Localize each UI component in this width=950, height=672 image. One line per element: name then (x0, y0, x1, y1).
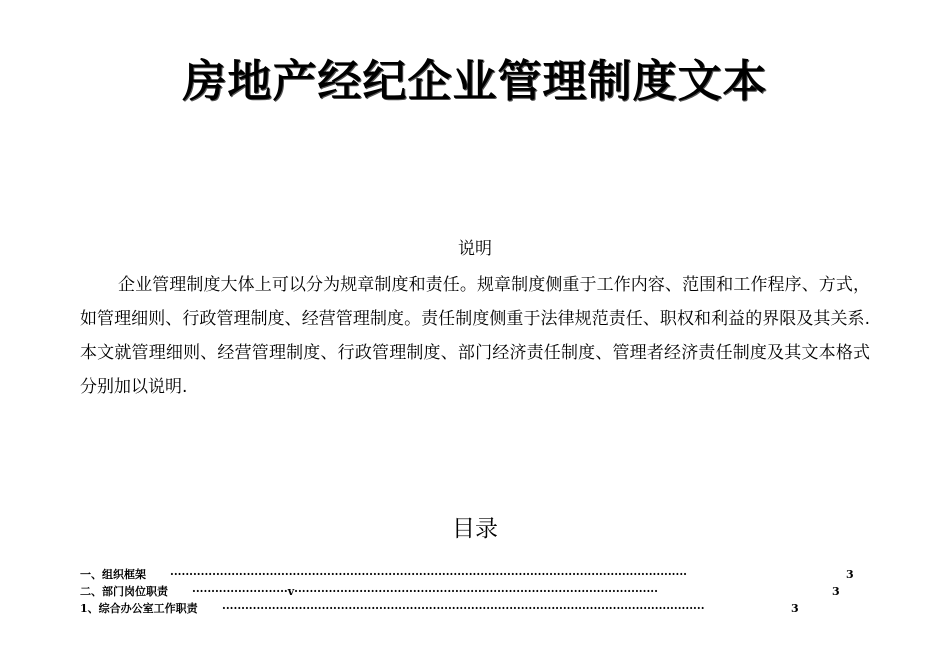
toc-entry-office-duties[interactable] (80, 600, 870, 617)
toc-entry-page: 3 (791, 602, 799, 615)
table-of-contents (80, 566, 870, 617)
intro-paragraph: 企业管理制度大体上可以分为规章制度和责任。规章制度侧重于工作内容、范围和工作程序、方式，如管理细则、行政管理制度、经营管理制度。责任制度侧重于法律规范责任、职权和利益的界限及其关系.本文就管理细则、经营管理制度、行政管理制度、部门经济责任制度、管理者经济责任制度及其文本格式分别加以说明. (80, 275, 870, 397)
intro-heading: 说明 (458, 239, 492, 259)
toc-entry-dept-duties[interactable] (80, 583, 870, 600)
toc-leader-dots: ·························v······························································································· (192, 585, 658, 598)
toc-leader-dots: ······························································································································ (222, 602, 705, 615)
toc-heading: 目录 (452, 516, 498, 542)
document-title: 房地产经纪企业管理制度文本 (182, 56, 768, 107)
toc-entry-label: 1、综合办公室工作职责 (80, 602, 198, 615)
toc-entry-org-framework[interactable] (80, 566, 870, 583)
toc-entry-page: 3 (846, 568, 854, 581)
toc-entry-label: 二、部门岗位职责 (80, 585, 168, 598)
toc-leader-dots: ······································································································································· (170, 568, 687, 581)
toc-entry-label: 一、组织框架 (80, 568, 146, 581)
toc-entry-page: 3 (832, 585, 840, 598)
